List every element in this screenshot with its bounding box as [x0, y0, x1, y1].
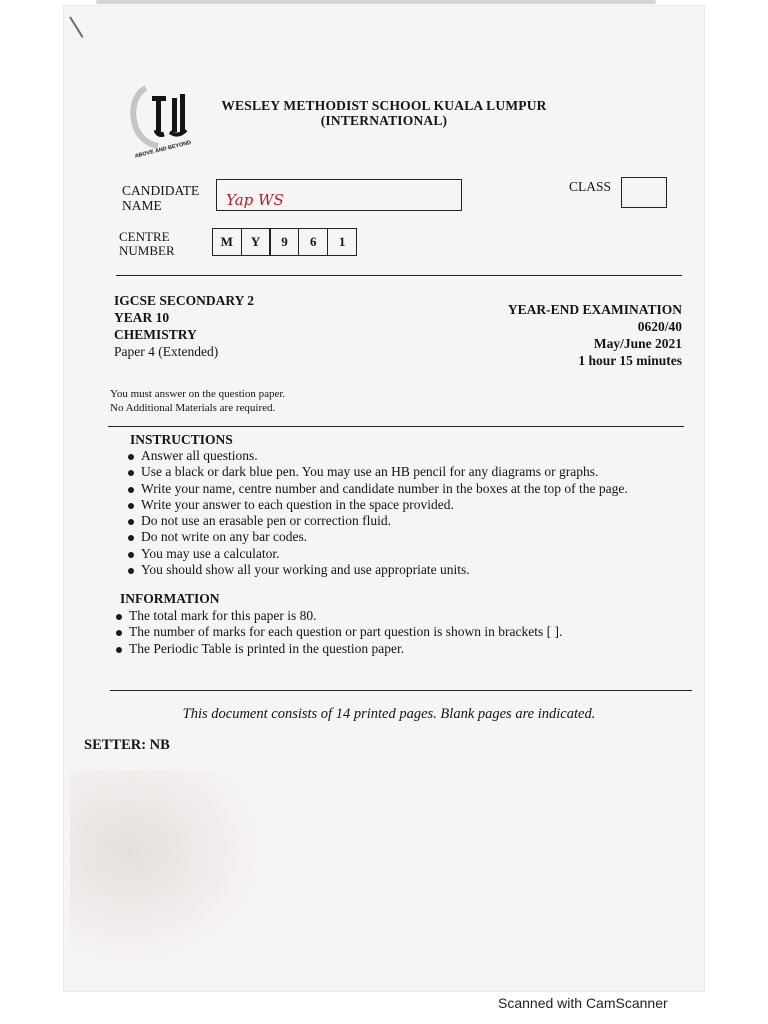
centre-number-label: [119, 230, 175, 258]
centre-number-cell[interactable]: 1: [327, 228, 357, 256]
exam-name: YEAR-END EXAMINATION: [507, 302, 682, 317]
school-subtitle: (INTERNATIONAL): [320, 113, 448, 128]
paper-notes: [110, 387, 285, 415]
centre-label-line1: CENTRE: [119, 229, 170, 244]
instructions-list: [128, 448, 628, 578]
note-line2: No Additional Materials are required.: [110, 402, 276, 414]
divider-instructions: [108, 426, 684, 427]
centre-number-boxes: [213, 228, 357, 256]
instruction-item: Write your answer to each question in the space provided.: [128, 497, 628, 513]
centre-number-cell[interactable]: 9: [269, 228, 299, 256]
candidate-name-value: Yap WS: [226, 191, 284, 209]
setter-label: SETTER: NB: [84, 737, 170, 753]
scan-smudge: [70, 770, 270, 970]
scanner-watermark: Scanned with CamScanner: [498, 995, 668, 1011]
class-label: CLASS: [569, 179, 612, 194]
candidate-label-line1: CANDIDATE: [122, 183, 200, 198]
information-list: [116, 608, 562, 657]
instruction-item: Use a black or dark blue pen. You may use an HB pencil for any diagrams or graphs.: [128, 464, 628, 480]
exam-duration: 1 hour 15 minutes: [578, 353, 682, 368]
centre-number-cell[interactable]: 6: [298, 228, 328, 256]
document-page-note: This document consists of 14 printed pages. Blank pages are indicated.: [182, 706, 596, 722]
exam-subject: CHEMISTRY: [114, 327, 197, 342]
candidate-name-label: [122, 183, 199, 213]
exam-session: May/June 2021: [593, 336, 682, 351]
information-item: The total mark for this paper is 80.: [116, 608, 562, 624]
information-item: The Periodic Table is printed in the question paper.: [116, 641, 562, 657]
school-name: WESLEY METHODIST SCHOOL KUALA LUMPUR: [221, 98, 547, 113]
svg-text:ABOVE AND BEYOND: ABOVE AND BEYOND: [134, 139, 192, 160]
exam-details-left: [114, 292, 254, 360]
information-heading: INFORMATION: [120, 591, 220, 606]
exam-paper: Paper 4 (Extended): [114, 344, 219, 359]
instruction-item: Do not use an erasable pen or correction fluid.: [128, 513, 628, 529]
instruction-item: Answer all questions.: [128, 448, 628, 464]
instructions-heading: INSTRUCTIONS: [130, 432, 233, 447]
divider-top: [116, 275, 682, 276]
exam-code: 0620/40: [637, 319, 682, 334]
instruction-item: You should show all your working and use appropriate units.: [128, 562, 628, 578]
centre-number-cell[interactable]: M: [212, 228, 242, 256]
divider-bottom: [110, 690, 692, 691]
instruction-item: Do not write on any bar codes.: [128, 529, 628, 545]
class-box[interactable]: [621, 177, 667, 208]
page-top-edge: [96, 0, 656, 4]
exam-details-right: [440, 301, 682, 369]
centre-number-cell[interactable]: Y: [241, 228, 271, 256]
exam-year: YEAR 10: [114, 310, 170, 325]
instruction-item: Write your name, centre number and candidate number in the boxes at the top of the page.: [128, 481, 628, 497]
note-line1: You must answer on the question paper.: [110, 388, 286, 400]
instruction-item: You may use a calculator.: [128, 546, 628, 562]
exam-level: IGCSE SECONDARY 2: [114, 293, 255, 308]
centre-label-line2: NUMBER: [119, 243, 175, 258]
candidate-label-line2: NAME: [122, 198, 162, 213]
information-item: The number of marks for each question or part question is shown in brackets [ ].: [116, 624, 562, 640]
